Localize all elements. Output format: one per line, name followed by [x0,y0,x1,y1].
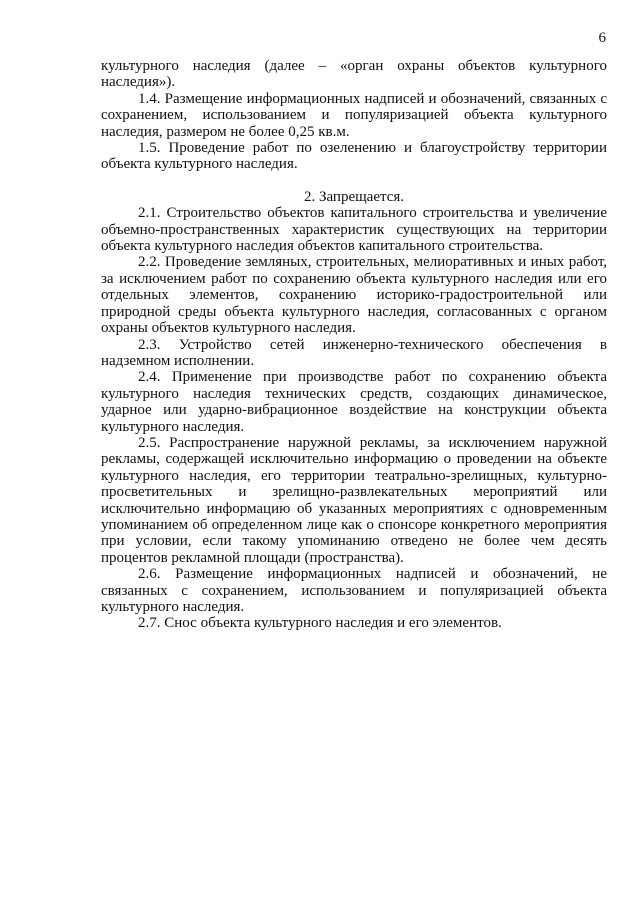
paragraph-2-4: 2.4. Применение при производстве работ по сохранению объекта культурного наследия технических средств, создающих динамическое, ударное или ударно-вибрационное воздействие на конструкции объекта культурного наследия. [101,369,607,435]
paragraph-1-4: 1.4. Размещение информационных надписей и обозначений, связанных с сохранением, использованием и популяризацией объекта культурного наследия, размером не более 0,25 кв.м. [101,90,607,140]
paragraph-2-3: 2.3. Устройство сетей инженерно-технического обеспечения в надземном исполнении. [101,336,607,369]
paragraph-2-6: 2.6. Размещение информационных надписей и обозначений, не связанных с сохранением, использованием и популяризацией объекта культурного наследия. [101,566,607,615]
paragraph-2-1: 2.1. Строительство объектов капитального строительства и увеличение объемно-пространственных характеристик существующих на территории объекта культурного наследия объектов капитального строительства. [101,205,607,255]
paragraph-2-5: 2.5. Распространение наружной рекламы, за исключением наружной рекламы, содержащей исключительно информацию о проведении на объекте культурного наследия, его территории театрально-зрелищных, культурно-просветительных и зрелищно-развлекательных мероприятий или исключительно информацию об указанных мероприятиях с одновременным упоминанием об определенном лице как о спонсоре конкретного мероприятия при условии, если такому упоминанию отведено не более чем десять процентов рекламной площади (пространства). [101,434,607,566]
paragraph-2-2: 2.2. Проведение земляных, строительных, мелиоративных и иных работ, за исключением работ по сохранению объекта культурного наследия или его отдельных элементов, сохранению историко-градостроительной или природной среды объекта культурного наследия, согласованных с органом охраны объектов культурного наследия. [101,254,607,337]
section-heading-prohibited: 2. Запрещается. [303,188,405,205]
paragraph-continuation: культурного наследия (далее – «орган охраны объектов культурного наследия»). [101,58,607,91]
page-number: 6 [598,30,606,46]
paragraph-1-5: 1.5. Проведение работ по озеленению и благоустройству территории объекта культурного наследия. [101,140,607,173]
paragraph-2-7: 2.7. Снос объекта культурного наследия и его элементов. [138,615,502,632]
document-body [101,58,607,632]
